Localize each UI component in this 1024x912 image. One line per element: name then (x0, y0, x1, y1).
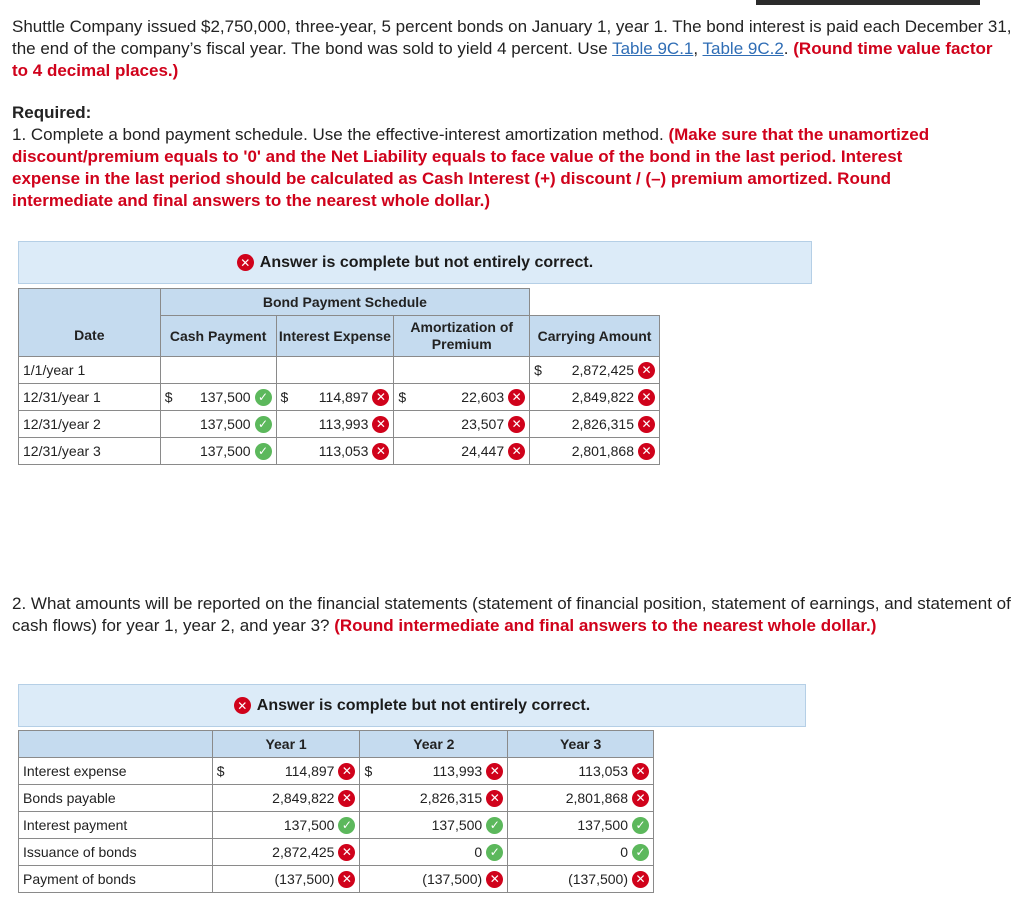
schedule-row (19, 411, 660, 438)
year-3-cell-content (512, 871, 649, 888)
question-2-note: (Round intermediate and final answers to the nearest whole dollar.) (334, 616, 877, 635)
statement-label: Interest payment (19, 812, 213, 839)
year-1-cell-content (217, 763, 356, 780)
statement-row (19, 839, 654, 866)
incorrect-icon: ✕ (638, 362, 655, 379)
year-2-cell-value: (137,500) (422, 871, 483, 887)
statement-label: Interest expense (19, 758, 213, 785)
carrying-amount-cell-value: 2,872,425 (571, 362, 634, 378)
date-header-top (19, 289, 161, 316)
question-1-note: (Make sure that the unamortized discount/premium equals to '0' and the Net Liability equals to face value of the bond in the last period. Interest expense in the last period should be calculated as Cash Interest (+) discount / (–) premium amortized. Round intermediate and final answers to the nearest whole dollar.) (12, 125, 930, 210)
year-3-cell[interactable] (508, 866, 654, 893)
year-2-cell-content (364, 790, 503, 807)
cash-payment-cell[interactable] (160, 438, 276, 465)
correct-icon: ✓ (486, 817, 503, 834)
date-header: Date (19, 316, 161, 357)
carrying-amount-cell-content (534, 443, 655, 460)
cash-payment-header: Cash Payment (160, 316, 276, 357)
schedule-row (19, 438, 660, 465)
schedule-row (19, 357, 660, 384)
statement-label: Bonds payable (19, 785, 213, 812)
cash-payment-cell-value: 137,500 (199, 416, 251, 432)
year-3-cell-value: 137,500 (577, 817, 628, 833)
incorrect-icon: ✕ (338, 763, 355, 780)
incorrect-icon: ✕ (638, 416, 655, 433)
amortization-cell-value: 24,447 (461, 443, 505, 459)
table-9c2-link[interactable]: Table 9C.2 (702, 39, 784, 58)
incorrect-icon: ✕ (638, 389, 655, 406)
answer-status-banner-1 (18, 241, 812, 284)
year-1-cell[interactable] (212, 758, 360, 785)
year-1-cell-content (217, 844, 356, 861)
year-1-cell-content (217, 790, 356, 807)
correct-icon: ✓ (255, 389, 272, 406)
cash-payment-cell[interactable] (160, 411, 276, 438)
dollar-sign: $ (216, 763, 225, 779)
schedule-row (19, 384, 660, 411)
statement-row (19, 785, 654, 812)
required-heading: Required: (12, 103, 92, 122)
cash-payment-cell[interactable] (160, 384, 276, 411)
interest-expense-cell-value: 114,897 (318, 389, 369, 405)
answer-status-text: Answer is complete but not entirely correct. (256, 696, 591, 714)
correct-icon: ✓ (255, 416, 272, 433)
dollar-sign: $ (398, 389, 407, 405)
statement-row (19, 812, 654, 839)
carrying-amount-cell-value: 2,826,315 (571, 416, 634, 432)
interest-expense-cell-content (281, 389, 390, 406)
year-3-cell-content (512, 844, 649, 861)
carrying-amount-cell[interactable] (530, 384, 660, 411)
round-note: (Round time value factor to 4 decimal places.) (12, 39, 993, 80)
year-3-cell-value: 2,801,868 (565, 790, 628, 806)
amortization-cell-content (398, 443, 525, 460)
schedule-date: 12/31/year 1 (19, 384, 161, 411)
year-2-cell-value: 137,500 (431, 817, 483, 833)
year-1-cell-content (217, 817, 356, 834)
question-1-text: 1. Complete a bond payment schedule. Use the effective-interest amortization method. (12, 125, 669, 144)
year-2-cell-value: 0 (474, 844, 483, 860)
year-1-header: Year 1 (212, 731, 360, 758)
carrying-amount-cell[interactable] (530, 357, 660, 384)
statement-label: Payment of bonds (19, 866, 213, 893)
correct-icon: ✓ (486, 844, 503, 861)
amortization-cell[interactable] (394, 357, 530, 384)
question-2-text: 2. What amounts will be reported on the financial statements (statement of financial position, statement of earnings, and statement of cash flows) for year 1, year 2, and year 3? (12, 594, 1011, 635)
amortization-cell-value: 22,603 (461, 389, 505, 405)
year-2-cell-content (364, 871, 503, 888)
incorrect-icon: ✕ (508, 443, 525, 460)
year-3-cell-content (512, 790, 649, 807)
problem-statement (12, 16, 1012, 82)
interest-expense-cell-content (281, 443, 390, 460)
correct-icon: ✓ (632, 844, 649, 861)
amortization-cell[interactable] (394, 384, 530, 411)
dollar-sign: $ (364, 763, 373, 779)
interest-expense-cell-content (281, 416, 390, 433)
schedule-title: Bond Payment Schedule (160, 289, 529, 316)
cash-payment-cell[interactable] (160, 357, 276, 384)
year-3-header: Year 3 (508, 731, 654, 758)
year-3-cell-content (512, 763, 649, 780)
amortization-cell-content (398, 416, 525, 433)
after-links-text: . (783, 39, 794, 58)
year-2-cell-content (364, 817, 503, 834)
incorrect-icon: ✕ (508, 416, 525, 433)
schedule-date: 12/31/year 3 (19, 438, 161, 465)
year-3-cell-value: 113,053 (578, 763, 628, 779)
statement-label: Issuance of bonds (19, 839, 213, 866)
cash-payment-cell-content (165, 389, 272, 406)
carrying-amount-cell[interactable] (530, 438, 660, 465)
blank-header (530, 289, 660, 316)
interest-expense-header: Interest Expense (276, 316, 394, 357)
incorrect-icon: ✕ (638, 443, 655, 460)
year-1-cell-content (217, 871, 356, 888)
carrying-amount-header: Carrying Amount (530, 316, 660, 357)
year-2-cell[interactable] (360, 866, 508, 893)
statement-row (19, 866, 654, 893)
year-2-cell-content (364, 844, 503, 861)
incorrect-icon: ✕ (486, 871, 503, 888)
interest-expense-cell[interactable] (276, 384, 394, 411)
year-2-cell[interactable] (360, 758, 508, 785)
incorrect-icon: ✕ (338, 844, 355, 861)
carrying-amount-cell-value: 2,801,868 (571, 443, 634, 459)
question-2 (12, 593, 1012, 637)
interest-expense-cell[interactable] (276, 357, 394, 384)
link-separator: , (693, 39, 703, 58)
year-1-cell-value: (137,500) (274, 871, 335, 887)
incorrect-icon: ✕ (508, 389, 525, 406)
dollar-sign: $ (164, 389, 173, 405)
problem-intro-text: Shuttle Company issued $2,750,000, three-year, 5 percent bonds on January 1, year 1. The bond interest is paid each December 31, the end of the company’s fiscal year. The bond was sold to yield 4 percent. Use (12, 17, 1012, 58)
incorrect-icon: ✕ (338, 871, 355, 888)
year-1-cell-value: 137,500 (283, 817, 335, 833)
cash-payment-cell-value: 137,500 (199, 443, 251, 459)
answer-status-banner-2 (18, 684, 806, 727)
incorrect-icon: ✕ (372, 416, 389, 433)
incorrect-icon: ✕ (632, 871, 649, 888)
interest-expense-cell[interactable] (276, 438, 394, 465)
carrying-amount-cell-content (534, 389, 655, 406)
year-2-cell[interactable] (360, 812, 508, 839)
bond-payment-schedule-table (18, 288, 660, 465)
year-3-cell-value: 0 (620, 844, 628, 860)
year-2-cell[interactable] (360, 839, 508, 866)
year-1-cell[interactable] (212, 812, 360, 839)
correct-icon: ✓ (338, 817, 355, 834)
incorrect-icon: ✕ (632, 763, 649, 780)
cash-payment-cell-content (165, 416, 272, 433)
correct-icon: ✓ (255, 443, 272, 460)
year-1-cell-value: 114,897 (284, 763, 335, 779)
incorrect-icon: ✕ (372, 389, 389, 406)
error-icon: ✕ (234, 697, 251, 714)
answer-status-text: Answer is complete but not entirely correct. (259, 253, 594, 271)
carrying-amount-cell[interactable] (530, 411, 660, 438)
incorrect-icon: ✕ (372, 443, 389, 460)
year-3-cell[interactable] (508, 785, 654, 812)
cash-payment-cell-content (165, 443, 272, 460)
year-3-cell-content (512, 817, 649, 834)
incorrect-icon: ✕ (632, 790, 649, 807)
year-3-cell[interactable] (508, 812, 654, 839)
dollar-sign: $ (534, 362, 542, 378)
amortization-cell-value: 23,507 (461, 416, 505, 432)
incorrect-icon: ✕ (338, 790, 355, 807)
amortization-cell-content (398, 389, 525, 406)
year-2-header: Year 2 (360, 731, 508, 758)
year-1-cell[interactable] (212, 839, 360, 866)
amortization-cell[interactable] (394, 411, 530, 438)
correct-icon: ✓ (632, 817, 649, 834)
amortization-premium-header: Amortization of Premium (394, 316, 530, 357)
carrying-amount-cell-value: 2,849,822 (571, 389, 634, 405)
statement-label-header (19, 731, 213, 758)
year-1-cell-value: 2,849,822 (272, 790, 335, 806)
statement-row (19, 758, 654, 785)
financial-statements-table (18, 730, 654, 893)
top-scroll-indicator (756, 0, 980, 5)
year-3-cell[interactable] (508, 758, 654, 785)
schedule-date: 1/1/year 1 (19, 357, 161, 384)
year-2-cell-content (364, 763, 503, 780)
error-icon: ✕ (237, 254, 254, 271)
incorrect-icon: ✕ (486, 763, 503, 780)
year-3-cell-value: (137,500) (568, 871, 628, 887)
year-1-cell[interactable] (212, 866, 360, 893)
year-1-cell-value: 2,872,425 (272, 844, 335, 860)
year-2-cell-value: 2,826,315 (419, 790, 483, 806)
interest-expense-cell-value: 113,053 (318, 443, 369, 459)
amortization-cell[interactable] (394, 438, 530, 465)
year-2-cell[interactable] (360, 785, 508, 812)
cash-payment-cell-value: 137,500 (199, 389, 251, 405)
schedule-date: 12/31/year 2 (19, 411, 161, 438)
table-9c1-link[interactable]: Table 9C.1 (612, 39, 694, 58)
dollar-sign: $ (280, 389, 289, 405)
year-1-cell[interactable] (212, 785, 360, 812)
incorrect-icon: ✕ (486, 790, 503, 807)
year-3-cell[interactable] (508, 839, 654, 866)
carrying-amount-cell-content (534, 416, 655, 433)
interest-expense-cell[interactable] (276, 411, 394, 438)
interest-expense-cell-value: 113,993 (318, 416, 369, 432)
carrying-amount-cell-content (534, 362, 655, 379)
year-2-cell-value: 113,993 (432, 763, 483, 779)
question-1 (12, 124, 972, 212)
